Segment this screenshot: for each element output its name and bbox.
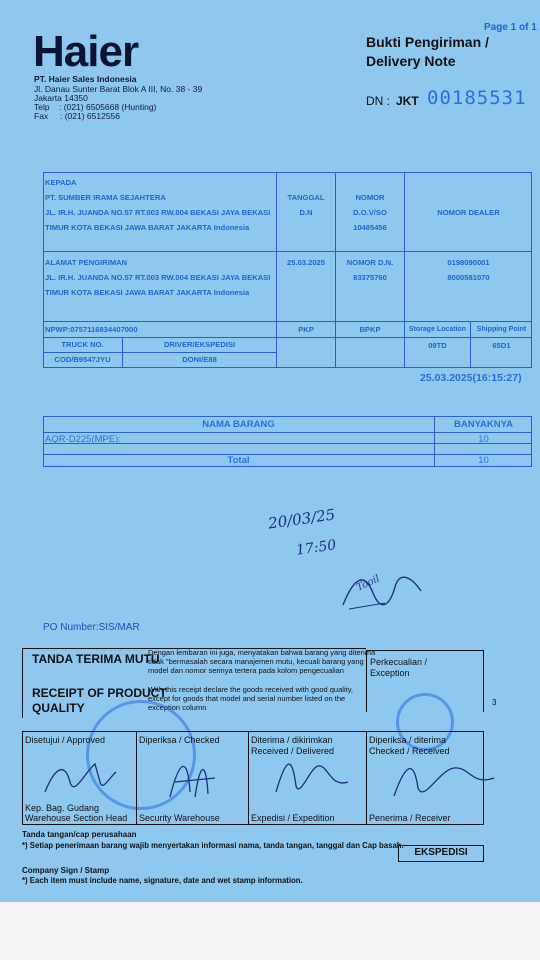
doc-title-1: Bukti Pengiriman / xyxy=(366,34,489,50)
po-number: PO Number:SIS/MAR xyxy=(43,622,140,633)
shipping-point-value: 65D1 xyxy=(492,341,511,350)
signature-checked xyxy=(160,752,230,807)
bpkp-label: BPKP xyxy=(359,325,381,334)
signature-received xyxy=(384,748,504,808)
ship-address-2: TIMUR KOTA BEKASI JAWA BARAT JAKARTA Indonesia xyxy=(45,288,250,297)
nomor-dealer-label: NOMOR DEALER xyxy=(437,208,500,217)
customer-address-1: JL. IR.H. JUANDA NO.57 RT.003 RW.004 BEKASI JAYA BEKASI xyxy=(45,208,271,217)
address-line2: Jakarta 14350 xyxy=(34,93,88,103)
truck-no-value: COD/B9547JYU xyxy=(54,355,111,364)
ekspedisi-copy-label: EKSPEDISI xyxy=(398,845,484,862)
tanda-terima-title: TANDA TERIMA MUTU xyxy=(32,652,160,666)
footer-note-en: *) Each item must include name, signature, date and wet stamp information. xyxy=(22,876,303,885)
pkp-label: PKP xyxy=(298,325,314,334)
sig-approved-label: Disetujui / Approved xyxy=(25,735,106,745)
sig-delivered-label-2: Received / Delivered xyxy=(251,746,335,756)
sig-security-role: Security Warehouse xyxy=(139,813,220,823)
dovso-value: 10485456 xyxy=(353,223,387,232)
company-name: PT. Haier Sales Indonesia xyxy=(34,74,137,84)
col-nama-barang: NAMA BARANG xyxy=(202,419,275,430)
nomor-dn-label: NOMOR D.N. xyxy=(346,258,394,267)
dn-sub-label: D.N xyxy=(299,208,313,217)
handwritten-initials: Tooil xyxy=(354,573,382,594)
storage-location-value: 09TD xyxy=(428,341,447,350)
driver-label: DRIVER/EKSPEDISI xyxy=(163,340,236,349)
storage-location-label: Storage Location xyxy=(408,326,467,333)
print-timestamp: 25.03.2025(16:15:27) xyxy=(420,372,522,384)
driver-value: DONI/E88 xyxy=(182,355,217,364)
exception-label-2: Exception xyxy=(370,668,410,678)
receipt-text-2: except for goods that model and serial number listed on the xyxy=(148,694,346,703)
sig-approved-role-1: Kep. Bag. Gudang xyxy=(25,803,100,813)
side-number: 3 xyxy=(492,698,497,707)
nomor-dn-value: 83375760 xyxy=(353,273,387,282)
dn-prefix: JKT xyxy=(396,94,419,108)
receipt-title-1: RECEIPT OF PRODUCT xyxy=(32,686,167,700)
handwritten-date: 20/03/25 xyxy=(267,505,337,533)
sig-approved-role-2: Warehouse Section Head xyxy=(25,813,128,823)
receipt-text-1: With this receipt declare the goods received with good quality, xyxy=(148,685,353,694)
kepada-label: KEPADA xyxy=(45,178,77,187)
ship-address-1: JL. IR.H. JUANDA NO.57 RT.003 RW.004 BEKASI JAYA BEKASI xyxy=(45,273,271,282)
telp-line: Telp : (021) 6505668 (Hunting) xyxy=(34,102,157,112)
sig-delivered-label-1: Diterima / dikirimkan xyxy=(251,735,333,745)
receipt-text-3: exception column xyxy=(148,703,207,712)
footer-sign-id: Tanda tangan/cap perusahaan xyxy=(22,830,137,839)
customer-name: PT. SUMBER IRAMA SEJAHTERA xyxy=(45,193,166,202)
tanda-text-1: Dengan lembaran ini juga, menyatakan bahwa barang yang diterima xyxy=(148,648,376,657)
dn-label: DN : xyxy=(366,94,390,108)
handwritten-time: 17:50 xyxy=(295,537,338,559)
total-value: 10 xyxy=(478,455,489,466)
item-name: AQR-D225(MPE): xyxy=(45,434,122,445)
sig-received-label-2: Checked / Received xyxy=(369,746,450,756)
sig-expedition-role: Expedisi / Expedition xyxy=(251,813,335,823)
shipping-point-label: Shipping Point xyxy=(476,326,527,333)
exception-label-1: Perkecualian / xyxy=(370,657,428,667)
dealer-number-2: 8000581070 xyxy=(447,273,490,282)
doc-title-2: Delivery Note xyxy=(366,53,456,69)
customer-address-2: TIMUR KOTA BEKASI JAWA BARAT JAKARTA Indonesia xyxy=(45,223,250,232)
truck-no-label: TRUCK NO. xyxy=(61,340,104,349)
signature-delivered xyxy=(268,748,358,803)
alamat-label: ALAMAT PENGIRIMAN xyxy=(45,258,128,267)
fax-line: Fax : (021) 6512556 xyxy=(34,111,120,121)
footer-note-id: *) Setiap penerimaan barang wajib menyertakan informasi nama, tanda tangan, tanggal dan Cap basah. xyxy=(22,841,404,850)
sig-received-label-1: Diperiksa / diterima xyxy=(369,735,447,745)
date-value: 25.03.2025 xyxy=(286,258,325,267)
item-qty: 10 xyxy=(478,434,489,445)
total-label: Total xyxy=(227,455,250,466)
nomor-label: NOMOR xyxy=(355,193,385,202)
dn-number: 00185531 xyxy=(427,87,527,109)
page-label: Page 1 of 1 xyxy=(484,22,537,33)
npwp-value: NPWP:0757116834407000 xyxy=(45,325,138,334)
signature-approved xyxy=(40,752,120,802)
tanda-text-3: model dan nomor serinya tertera pada kolom pengecualian xyxy=(148,666,344,675)
dovso-label: D.O.V/SO xyxy=(353,208,387,217)
sig-receiver-role: Penerima / Receiver xyxy=(369,813,451,823)
address-line1: Jl. Danau Sunter Barat Blok A III, No. 38 - 39 xyxy=(34,84,203,94)
sig-checked-label: Diperiksa / Checked xyxy=(139,735,220,745)
receipt-title-2: QUALITY xyxy=(32,701,85,715)
col-banyaknya: BANYAKNYA xyxy=(454,419,513,430)
dealer-number-1: 0198090001 xyxy=(447,258,490,267)
haier-logo: Haier xyxy=(33,27,139,76)
footer-sign-en: Company Sign / Stamp xyxy=(22,866,110,875)
handwritten-signature xyxy=(335,565,425,615)
tanggal-label: TANGGAL xyxy=(287,193,325,202)
tanda-text-2: tidak "bermasalah secara manajemen mutu, kecuali barang yang xyxy=(148,657,364,666)
